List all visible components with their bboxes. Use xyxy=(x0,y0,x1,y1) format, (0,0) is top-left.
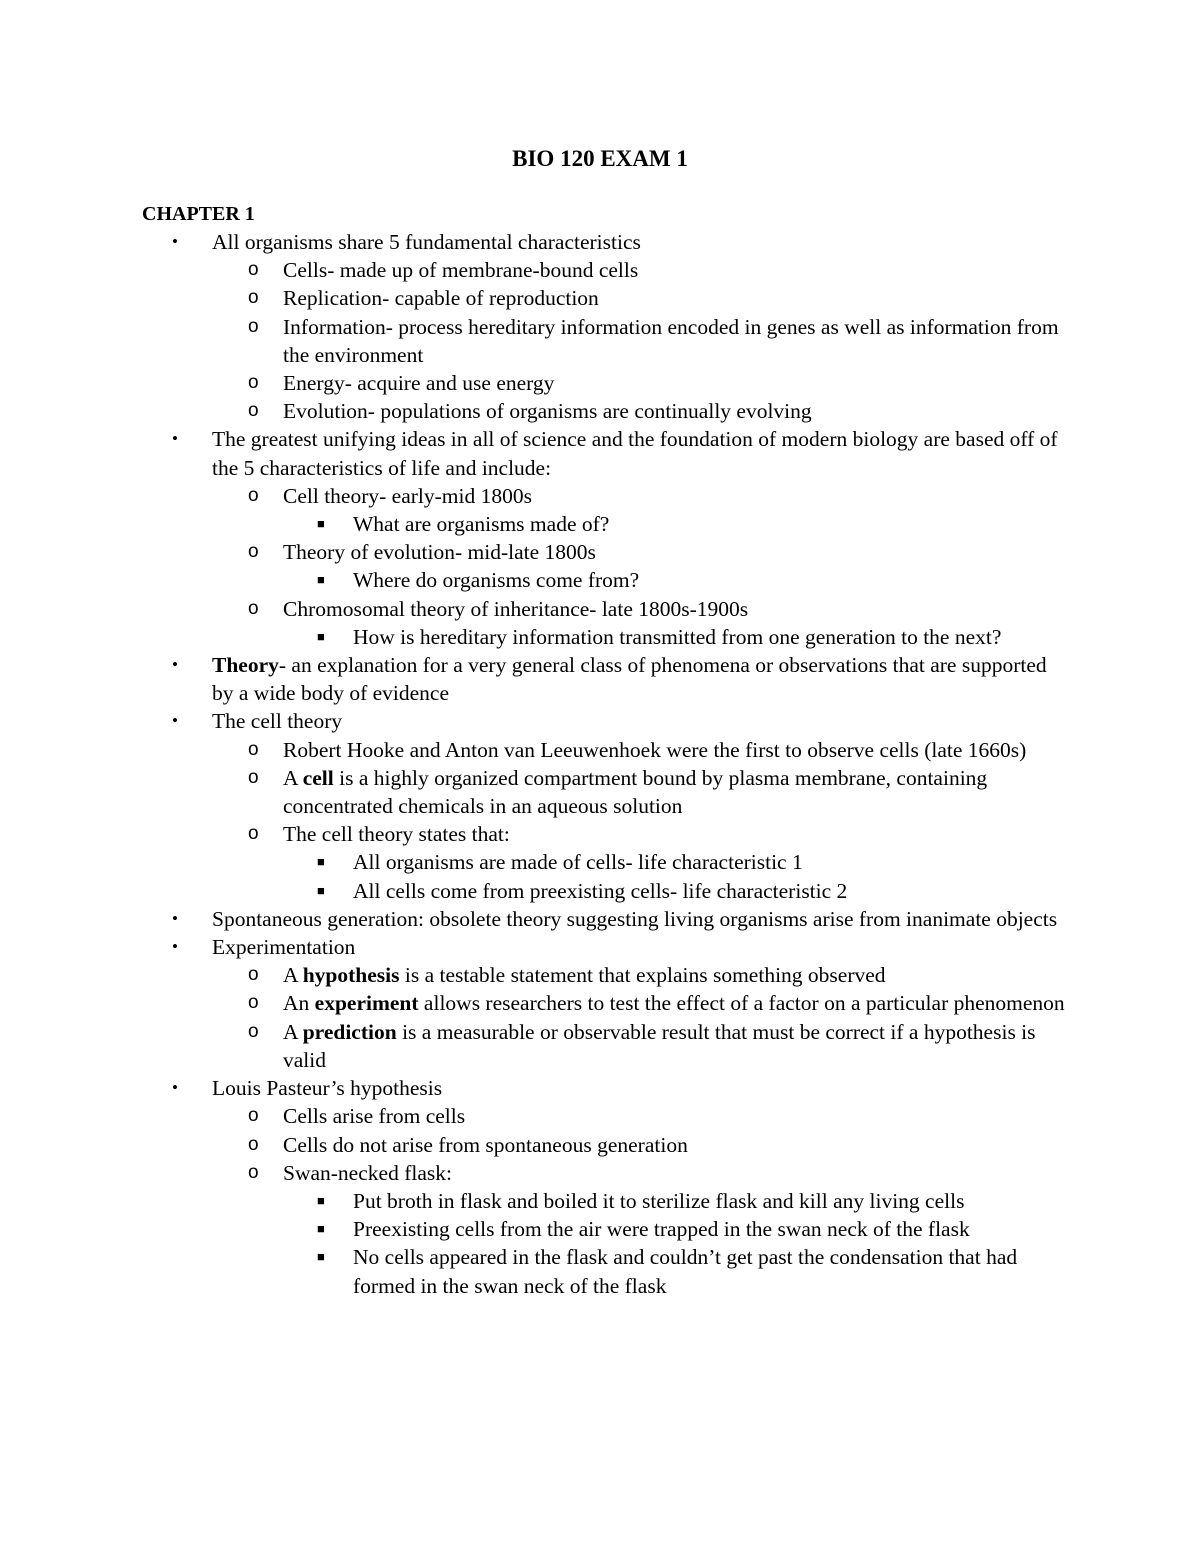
bullet-marker: • xyxy=(172,711,178,731)
bullet-marker: o xyxy=(248,1105,259,1127)
list-item-text xyxy=(283,1020,1036,1072)
page-title: BIO 120 EXAM 1 xyxy=(512,146,688,171)
bullet-marker: • xyxy=(172,429,178,449)
text-run: Cells do not arise from spontaneous generation xyxy=(283,1132,688,1157)
bullet-marker: o xyxy=(248,1161,259,1183)
list-item-text xyxy=(212,1076,442,1100)
list-item-text xyxy=(283,1161,452,1185)
list-item-text xyxy=(283,399,812,423)
chapter-heading: CHAPTER 1 xyxy=(142,203,255,225)
text-run: An xyxy=(283,991,315,1016)
text-run: Robert Hooke and Anton van Leeuwenhoek were the first to observe cells (late 1660s) xyxy=(283,737,1027,762)
list-item xyxy=(0,623,1053,651)
text-run: Evolution- populations of organisms are continually evolving xyxy=(283,399,812,424)
bullet-marker: ■ xyxy=(317,516,325,532)
list-item-text xyxy=(283,1133,688,1157)
text-run: No cells appeared in the flask and couldn’t get past the condensation that had formed in the swan neck of the flask xyxy=(353,1245,1018,1298)
notes-outline xyxy=(0,228,1200,1300)
list-item xyxy=(0,1018,1073,1074)
list-item-text xyxy=(212,935,355,959)
list-item-text xyxy=(283,963,886,987)
bullet-marker: • xyxy=(172,937,178,957)
list-item xyxy=(0,1102,1073,1130)
list-item xyxy=(0,1131,1073,1159)
bold-term: experiment xyxy=(314,991,419,1016)
list-item-text xyxy=(212,709,342,733)
bullet-marker: o xyxy=(248,738,259,760)
bullet-marker: o xyxy=(248,541,259,563)
list-item xyxy=(0,369,1073,397)
bullet-marker: • xyxy=(172,655,178,675)
bullet-marker: ■ xyxy=(317,882,325,898)
text-run: Preexisting cells from the air were trapped in the swan neck of the flask xyxy=(353,1217,970,1242)
list-item xyxy=(0,1187,1053,1215)
list-item-text xyxy=(353,1245,1017,1297)
bullet-marker: o xyxy=(248,992,259,1014)
list-item-text xyxy=(283,738,1026,762)
bullet-marker: ■ xyxy=(317,1221,325,1237)
bullet-marker: o xyxy=(248,823,259,845)
list-item-text xyxy=(353,879,847,903)
text-run: How is hereditary information transmitted from one generation to the next? xyxy=(353,624,1002,649)
list-item xyxy=(0,736,1073,764)
bullet-marker: • xyxy=(172,232,178,251)
list-item-text xyxy=(283,484,532,508)
bold-term: hypothesis xyxy=(302,963,400,988)
bullet-marker: ■ xyxy=(317,1249,325,1265)
list-item xyxy=(0,877,1053,905)
list-item xyxy=(0,1215,1053,1243)
bullet-marker: o xyxy=(248,766,259,788)
list-item-text xyxy=(212,653,1047,705)
list-item xyxy=(0,707,1072,735)
text-run: The cell theory states that: xyxy=(283,822,510,847)
text-run: is a testable statement that explains something observed xyxy=(399,963,886,988)
text-run: is a highly organized compartment bound by plasma membrane, containing concentrated chemicals in an aqueous solution xyxy=(283,765,988,819)
list-item xyxy=(0,933,1072,961)
text-run: Cells- made up of membrane-bound cells xyxy=(283,258,639,283)
bullet-marker: o xyxy=(248,1020,259,1042)
text-run: All organisms are made of cells- life characteristic 1 xyxy=(353,850,803,875)
list-item xyxy=(0,905,1072,933)
bullet-marker: o xyxy=(248,259,259,281)
bullet-marker: o xyxy=(248,964,259,986)
list-item-text xyxy=(212,230,641,254)
text-run: All organisms share 5 fundamental characteristics xyxy=(212,230,641,254)
list-item xyxy=(0,1159,1073,1187)
text-run: The greatest unifying ideas in all of science and the foundation of modern biology are based off of the 5 characteristics of life and include: xyxy=(212,427,1058,480)
list-item xyxy=(0,425,1072,481)
list-item-text xyxy=(283,540,596,564)
text-run: Replication- capable of reproduction xyxy=(283,286,599,311)
text-run: The cell theory xyxy=(212,709,343,734)
bullet-marker: ■ xyxy=(317,572,325,588)
text-run: - an explanation for a very general class of phenomena or observations that are supported by a wide body of evidence xyxy=(212,653,1047,706)
list-item xyxy=(0,256,1073,284)
list-item-text xyxy=(212,907,1057,931)
list-item-text xyxy=(283,286,599,310)
bullet-marker: • xyxy=(172,1078,178,1098)
bullet-marker: o xyxy=(248,315,259,337)
text-run: A xyxy=(283,963,303,988)
list-item-text xyxy=(353,512,609,536)
text-run: allows researchers to test the effect of a factor on a particular phenomenon xyxy=(418,991,1065,1016)
text-run: A xyxy=(283,1019,303,1044)
list-item xyxy=(0,651,1072,707)
bullet-marker: o xyxy=(248,597,259,619)
list-item-text xyxy=(283,315,1059,367)
bullet-marker: • xyxy=(172,908,178,928)
bold-term: Theory xyxy=(212,653,279,678)
list-item xyxy=(0,538,1073,566)
list-item-text xyxy=(283,1104,465,1128)
bullet-marker: ■ xyxy=(317,628,325,644)
list-item-text xyxy=(283,371,554,395)
list-item xyxy=(0,510,1053,538)
list-item-text xyxy=(353,1189,964,1213)
list-item xyxy=(0,764,1073,820)
list-item-text xyxy=(283,258,638,282)
list-item-text xyxy=(283,597,748,621)
list-item xyxy=(0,989,1073,1017)
list-item xyxy=(0,482,1073,510)
list-item-text xyxy=(353,850,803,874)
list-item-text xyxy=(283,766,987,818)
bullet-marker: o xyxy=(248,287,259,309)
bullet-marker: o xyxy=(248,400,259,422)
text-run: is a measurable or observable result that must be correct if a hypothesis is valid xyxy=(283,1019,1036,1072)
text-run: All cells come from preexisting cells- life characteristic 2 xyxy=(353,878,848,903)
list-item-text xyxy=(283,822,510,846)
text-run: Theory of evolution- mid-late 1800s xyxy=(283,540,596,565)
text-run: Louis Pasteur’s hypothesis xyxy=(212,1076,443,1101)
bullet-marker: o xyxy=(248,372,259,394)
list-item xyxy=(0,820,1073,848)
text-run: Information- process hereditary information encoded in genes as well as information from the environment xyxy=(283,314,1059,367)
bold-term: cell xyxy=(302,765,334,790)
list-item-text xyxy=(212,427,1058,479)
list-item xyxy=(0,313,1073,369)
list-item xyxy=(0,961,1073,989)
text-run: Put broth in flask and boiled it to sterilize flask and kill any living cells xyxy=(353,1188,965,1213)
list-item-text xyxy=(353,568,639,592)
list-item-text xyxy=(353,625,1001,649)
list-item-text xyxy=(353,1217,970,1241)
text-run: A xyxy=(283,765,303,790)
list-item xyxy=(0,397,1073,425)
list-item xyxy=(0,848,1053,876)
list-item xyxy=(0,595,1073,623)
text-run: Cells arise from cells xyxy=(283,1104,466,1129)
bullet-marker: ■ xyxy=(317,1192,325,1208)
text-run: Chromosomal theory of inheritance- late 1800s-1900s xyxy=(283,596,749,621)
bullet-marker: o xyxy=(248,484,259,506)
list-item xyxy=(0,1243,1053,1299)
text-run: Cell theory- early-mid 1800s xyxy=(283,483,532,508)
bullet-marker: o xyxy=(248,1133,259,1155)
text-run: What are organisms made of? xyxy=(353,512,610,537)
text-run: Experimentation xyxy=(212,935,356,960)
list-item xyxy=(0,228,1072,256)
text-run: Where do organisms come from? xyxy=(353,568,640,593)
bullet-marker: ■ xyxy=(317,854,325,870)
bold-term: prediction xyxy=(302,1019,397,1044)
list-item xyxy=(0,1074,1072,1102)
list-item-text xyxy=(283,991,1065,1015)
text-run: Spontaneous generation: obsolete theory suggesting living organisms arise from inanimate objects xyxy=(212,906,1058,931)
text-run: Swan-necked flask: xyxy=(283,1160,452,1185)
list-item xyxy=(0,284,1073,312)
list-item xyxy=(0,566,1053,594)
text-run: Energy- acquire and use energy xyxy=(283,371,555,396)
